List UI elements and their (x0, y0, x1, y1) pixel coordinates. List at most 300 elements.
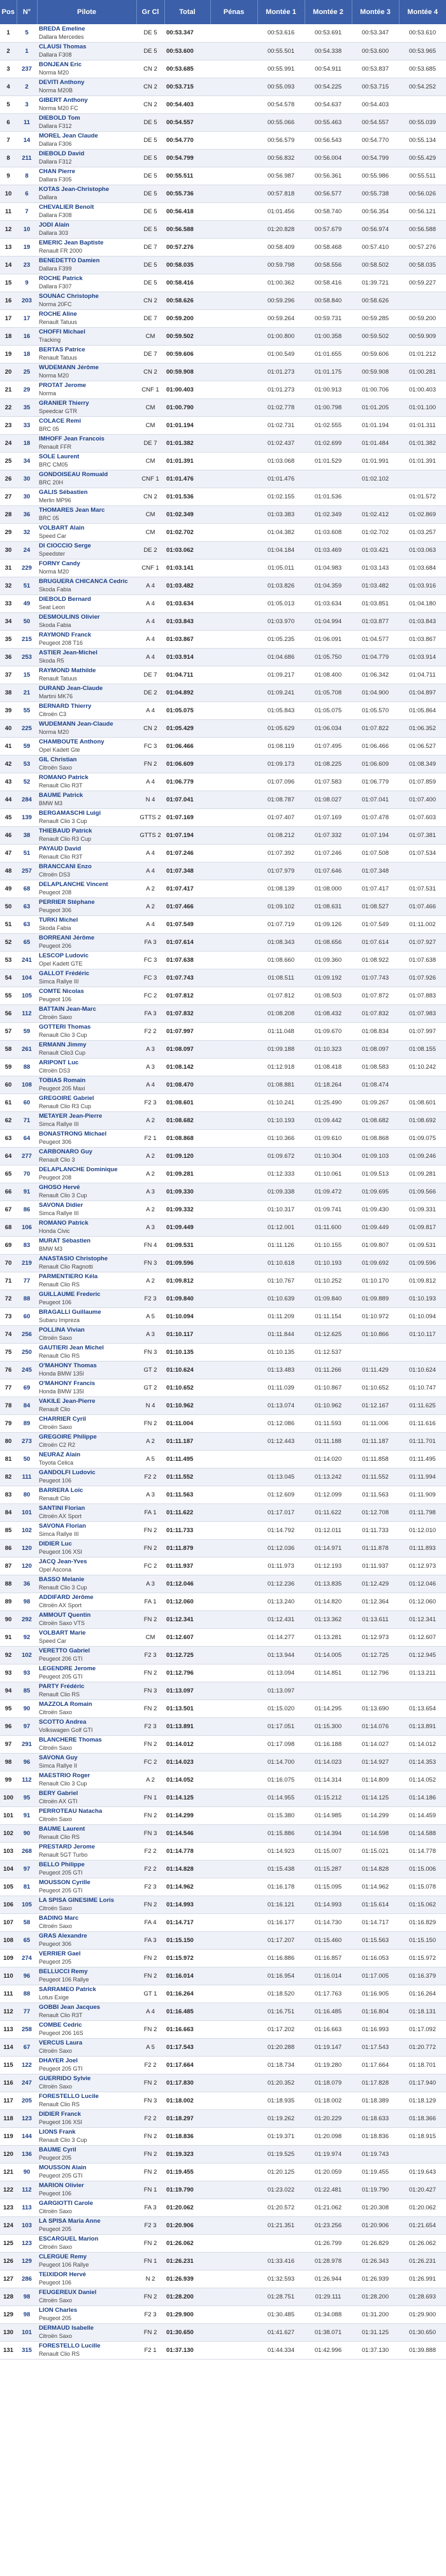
table-row[interactable] (0, 701, 446, 719)
run-1-cell: 01:18.520 (257, 1985, 305, 2002)
table-row[interactable] (0, 1824, 446, 1842)
table-row[interactable] (0, 648, 446, 666)
table-row[interactable] (0, 862, 446, 880)
table-row[interactable] (0, 113, 446, 131)
position-cell: 61 (0, 1094, 17, 1111)
table-row[interactable] (0, 2145, 446, 2163)
table-row[interactable] (0, 969, 446, 987)
table-row[interactable] (0, 2020, 446, 2038)
table-row[interactable] (0, 1022, 446, 1040)
pilot-name: AMMOUT Quentin (39, 1612, 91, 1619)
pilot-name: ROCHE Aline (39, 311, 77, 318)
pilot-car: Peugeot 106 (39, 2190, 72, 2197)
run-1-cell: 01:13.944 (257, 1646, 305, 1664)
penalty-cell (210, 1450, 257, 1468)
pilot-car: Peugeot 106 (39, 1299, 72, 1306)
table-row[interactable] (0, 915, 446, 933)
race-number-cell: 292 (17, 1610, 37, 1628)
pilot-car: Citroën Saxo (39, 1424, 73, 1430)
group-class-cell: CM (136, 1628, 164, 1646)
pilot-name: TEIXIDOR Hervé (39, 2271, 86, 2278)
table-row[interactable] (0, 1664, 446, 1682)
table-row[interactable] (0, 2056, 446, 2074)
group-class-cell: CN 2 (136, 78, 164, 95)
run-3-cell: 00:53.600 (352, 42, 399, 60)
pilot-cell (37, 880, 136, 897)
table-row[interactable] (0, 2092, 446, 2109)
pilot-cell (37, 1022, 136, 1040)
group-class-cell: A 2 (136, 1272, 164, 1290)
penalty-cell (210, 470, 257, 488)
header-run-2[interactable]: Montée 2 (305, 0, 352, 24)
position-cell: 124 (0, 2216, 17, 2234)
group-class-cell: FN 2 (136, 755, 164, 773)
table-row[interactable] (0, 60, 446, 78)
run-1-cell: 01:17.207 (257, 1931, 305, 1949)
table-row[interactable] (0, 1183, 446, 1200)
race-number-cell: 102 (17, 1521, 37, 1539)
pilot-name: ROCHE Patrick (39, 275, 83, 282)
table-row[interactable] (0, 381, 446, 398)
total-time-cell: 00:53.347 (164, 24, 210, 42)
race-number-cell: 112 (17, 1004, 37, 1022)
table-row[interactable] (0, 2127, 446, 2145)
penalty-cell (210, 701, 257, 719)
group-class-cell: A 4 (136, 630, 164, 648)
table-row[interactable] (0, 327, 446, 345)
table-row[interactable] (0, 1200, 446, 1218)
total-time-cell: 01:08.601 (164, 1094, 210, 1111)
pilot-cell (37, 523, 136, 541)
table-row[interactable] (0, 1878, 446, 1896)
table-row[interactable] (0, 452, 446, 470)
table-row[interactable] (0, 345, 446, 363)
run-1-cell: 01:28.751 (257, 2288, 305, 2305)
run-1-cell: 01:10.241 (257, 1094, 305, 1111)
pilot-name: DIEBOLD David (39, 150, 85, 157)
table-row[interactable] (0, 523, 446, 541)
table-row[interactable] (0, 1646, 446, 1664)
table-row[interactable] (0, 1414, 446, 1432)
table-row[interactable] (0, 1290, 446, 1307)
table-row[interactable] (0, 1593, 446, 1610)
table-row[interactable] (0, 773, 446, 791)
race-number-cell: 96 (17, 1753, 37, 1771)
group-class-cell: FN 2 (136, 1806, 164, 1824)
table-row[interactable] (0, 167, 446, 185)
table-row[interactable] (0, 1343, 446, 1361)
header-number[interactable]: N° (17, 0, 37, 24)
run-3-cell: 01:26.829 (352, 2234, 399, 2252)
penalty-cell (210, 1931, 257, 1949)
table-row[interactable] (0, 1806, 446, 1824)
table-row[interactable] (0, 505, 446, 523)
table-row[interactable] (0, 2305, 446, 2323)
table-row[interactable] (0, 488, 446, 505)
pilot-cell (37, 1949, 136, 1967)
run-2-cell: 01:13.362 (305, 1610, 352, 1628)
table-row[interactable] (0, 987, 446, 1004)
total-time-cell: 01:01.382 (164, 434, 210, 452)
pilot-name: LION Charles (39, 2307, 78, 2314)
table-row[interactable] (0, 630, 446, 648)
table-row[interactable] (0, 1949, 446, 1967)
penalty-cell (210, 452, 257, 470)
table-row[interactable] (0, 666, 446, 684)
run-1-cell: 01:05.011 (257, 559, 305, 577)
table-row[interactable] (0, 416, 446, 434)
table-row[interactable] (0, 1575, 446, 1593)
run-4-cell: 01:11.625 (399, 1397, 446, 1414)
run-1-cell: 01:17.051 (257, 1717, 305, 1735)
table-row[interactable] (0, 2288, 446, 2305)
run-2-cell: 00:56.543 (305, 131, 352, 149)
position-cell: 109 (0, 1949, 17, 1967)
table-row[interactable] (0, 1771, 446, 1789)
pilot-car: Renault Clio 3 (39, 1157, 75, 1163)
pilot-cell (37, 737, 136, 755)
table-row[interactable] (0, 2163, 446, 2181)
table-row[interactable] (0, 1610, 446, 1628)
group-class-cell: A 4 (136, 2002, 164, 2020)
total-time-cell: 01:10.624 (164, 1361, 210, 1379)
table-row[interactable] (0, 1236, 446, 1254)
table-row[interactable] (0, 2038, 446, 2056)
pilot-car: Renault Clio 3 Cup (39, 2137, 87, 2143)
table-row[interactable] (0, 1307, 446, 1325)
pilot-cell (37, 2002, 136, 2020)
table-row[interactable] (0, 1468, 446, 1486)
table-row[interactable] (0, 577, 446, 595)
run-2-cell: 01:02.349 (305, 505, 352, 523)
header-total[interactable]: Total (164, 0, 210, 24)
pilot-name: VERETTO Gabriel (39, 1647, 90, 1654)
table-row[interactable] (0, 808, 446, 826)
table-row[interactable] (0, 1557, 446, 1575)
table-row[interactable] (0, 880, 446, 897)
table-row[interactable] (0, 1361, 446, 1379)
run-2-cell: 01:13.281 (305, 1628, 352, 1646)
penalty-cell (210, 951, 257, 969)
table-row[interactable] (0, 292, 446, 309)
table-row[interactable] (0, 1860, 446, 1878)
race-number-cell: 50 (17, 612, 37, 630)
table-row[interactable] (0, 1789, 446, 1806)
table-row[interactable] (0, 2270, 446, 2288)
pilot-car: Peugeot 205 Maxi (39, 1085, 85, 1092)
race-number-cell: 14 (17, 131, 37, 149)
group-class-cell: FA 3 (136, 933, 164, 951)
table-row[interactable] (0, 1735, 446, 1753)
group-class-cell: A 2 (136, 880, 164, 897)
table-row[interactable] (0, 2109, 446, 2127)
table-row[interactable] (0, 755, 446, 773)
run-4-cell: 01:03.843 (399, 612, 446, 630)
table-row[interactable] (0, 2323, 446, 2341)
table-row[interactable] (0, 2252, 446, 2270)
pilot-cell (37, 2109, 136, 2127)
run-3-cell: 01:08.097 (352, 1040, 399, 1058)
table-row[interactable] (0, 1628, 446, 1646)
run-1-cell: 01:16.121 (257, 1896, 305, 1913)
run-3-cell: 01:14.299 (352, 1806, 399, 1824)
run-3-cell: 01:07.041 (352, 791, 399, 808)
pilot-name: BARRERA Loïc (39, 1487, 83, 1494)
table-row[interactable] (0, 1129, 446, 1147)
table-row[interactable] (0, 238, 446, 256)
table-row[interactable] (0, 1076, 446, 1094)
header-run-1[interactable]: Montée 1 (257, 0, 305, 24)
group-class-cell: N 4 (136, 791, 164, 808)
table-row[interactable] (0, 1539, 446, 1557)
total-time-cell: 00:58.416 (164, 274, 210, 292)
table-row[interactable] (0, 1379, 446, 1397)
race-number-cell: 268 (17, 1842, 37, 1860)
table-row[interactable] (0, 470, 446, 488)
pilot-car: Norma 20FC (39, 301, 72, 307)
position-cell: 31 (0, 559, 17, 577)
table-row[interactable] (0, 1913, 446, 1931)
table-row[interactable] (0, 1397, 446, 1414)
table-row[interactable] (0, 220, 446, 238)
table-row[interactable] (0, 131, 446, 149)
race-number-cell: 261 (17, 1040, 37, 1058)
penalty-cell (210, 1111, 257, 1129)
run-3-cell: 01:02.702 (352, 523, 399, 541)
table-row[interactable] (0, 398, 446, 416)
table-row[interactable] (0, 933, 446, 951)
run-3-cell: 01:14.828 (352, 1860, 399, 1878)
table-row[interactable] (0, 1111, 446, 1129)
table-row[interactable] (0, 2181, 446, 2199)
position-cell: 17 (0, 309, 17, 327)
run-1-cell: 01:19.371 (257, 2127, 305, 2145)
run-2-cell: 01:09.741 (305, 1200, 352, 1218)
table-row[interactable] (0, 1450, 446, 1468)
table-row[interactable] (0, 844, 446, 862)
table-row[interactable] (0, 202, 446, 220)
table-row[interactable] (0, 2234, 446, 2252)
group-class-cell: CN 2 (136, 488, 164, 505)
pilot-car: Lotus Exige (39, 1994, 69, 2001)
total-time-cell: 00:57.276 (164, 238, 210, 256)
total-time-cell: 01:09.449 (164, 1218, 210, 1236)
table-row[interactable] (0, 595, 446, 612)
table-row[interactable] (0, 1004, 446, 1022)
total-time-cell: 00:59.502 (164, 327, 210, 345)
run-3-cell: 01:08.474 (352, 1076, 399, 1094)
table-row[interactable] (0, 363, 446, 381)
total-time-cell: 01:18.002 (164, 2092, 210, 2109)
table-row[interactable] (0, 1521, 446, 1539)
header-pilot[interactable]: Pilote (37, 0, 136, 24)
run-2-cell (305, 1682, 352, 1700)
race-number-cell: 274 (17, 1949, 37, 1967)
table-row[interactable] (0, 1967, 446, 1985)
table-row[interactable] (0, 1486, 446, 1503)
run-1-cell: 01:12.443 (257, 1432, 305, 1450)
table-row[interactable] (0, 1272, 446, 1290)
run-1-cell: 01:11.973 (257, 1557, 305, 1575)
table-row[interactable] (0, 274, 446, 292)
run-3-cell: 01:11.006 (352, 1414, 399, 1432)
penalty-cell (210, 595, 257, 612)
table-row[interactable] (0, 95, 446, 113)
penalty-cell (210, 1254, 257, 1272)
total-time-cell: 01:08.868 (164, 1129, 210, 1147)
pilot-car: Citroën C3 (39, 711, 67, 717)
table-row[interactable] (0, 434, 446, 452)
table-row[interactable] (0, 684, 446, 701)
run-4-cell: 01:18.915 (399, 2127, 446, 2145)
table-row[interactable] (0, 185, 446, 202)
run-2-cell: 01:08.656 (305, 933, 352, 951)
table-row[interactable] (0, 1432, 446, 1450)
table-row[interactable] (0, 1896, 446, 1913)
table-row[interactable] (0, 1218, 446, 1236)
table-row[interactable] (0, 2341, 446, 2359)
table-row[interactable] (0, 309, 446, 327)
pilot-car: Peugeot 208 (39, 889, 72, 896)
table-row[interactable] (0, 541, 446, 559)
run-1-cell: 01:20.288 (257, 2038, 305, 2056)
table-row[interactable] (0, 1842, 446, 1860)
run-3-cell: 01:07.478 (352, 808, 399, 826)
header-pos[interactable]: Pos (0, 0, 17, 24)
pilot-name: PRESTARD Jerome (39, 1843, 95, 1850)
penalty-cell (210, 1397, 257, 1414)
penalty-cell (210, 2341, 257, 2359)
table-row[interactable] (0, 1753, 446, 1771)
run-1-cell: 01:04.686 (257, 648, 305, 666)
total-time-cell: 01:10.962 (164, 1397, 210, 1414)
table-row[interactable] (0, 1254, 446, 1272)
penalty-cell (210, 1290, 257, 1307)
run-4-cell: 01:15.062 (399, 1896, 446, 1913)
header-penalties[interactable]: Pénas (210, 0, 257, 24)
total-time-cell: 01:16.264 (164, 1985, 210, 2002)
run-1-cell: 01:30.485 (257, 2305, 305, 2323)
table-row[interactable] (0, 78, 446, 95)
total-time-cell: 01:07.638 (164, 951, 210, 969)
table-row[interactable] (0, 149, 446, 167)
race-number-cell: 69 (17, 1379, 37, 1397)
run-3-cell: 01:08.868 (352, 1129, 399, 1147)
table-row[interactable] (0, 897, 446, 915)
table-row[interactable] (0, 1700, 446, 1717)
pilot-car: Dallara F308 (39, 52, 72, 58)
group-class-cell: FA 1 (136, 1503, 164, 1521)
header-run-3[interactable]: Montée 3 (352, 0, 399, 24)
table-row[interactable] (0, 612, 446, 630)
table-row[interactable] (0, 719, 446, 737)
group-class-cell: FA 1 (136, 1593, 164, 1610)
table-row[interactable] (0, 1717, 446, 1735)
table-row[interactable] (0, 1503, 446, 1521)
run-4-cell: 01:03.063 (399, 541, 446, 559)
run-4-cell: 01:12.046 (399, 1575, 446, 1593)
table-row[interactable] (0, 1147, 446, 1165)
table-row[interactable] (0, 1325, 446, 1343)
pilot-car: Norma M20 (39, 372, 69, 379)
table-row[interactable] (0, 951, 446, 969)
run-3-cell: 01:02.412 (352, 505, 399, 523)
table-row[interactable] (0, 2074, 446, 2092)
pilot-name: THOMARES Jean Marc (39, 507, 105, 514)
table-row[interactable] (0, 1094, 446, 1111)
pilot-name: CARBONARO Guy (39, 1148, 92, 1155)
race-number-cell: 71 (17, 1111, 37, 1129)
penalty-cell (210, 1646, 257, 1664)
run-2-cell: 01:08.418 (305, 1058, 352, 1076)
pilot-cell (37, 648, 136, 666)
group-class-cell: A 2 (136, 1111, 164, 1129)
run-2-cell: 01:04.359 (305, 577, 352, 595)
total-time-cell: 01:16.663 (164, 2020, 210, 2038)
pilot-car: Peugeot 205 GTI (39, 1887, 83, 1894)
position-cell: 111 (0, 1985, 17, 2002)
table-row[interactable] (0, 737, 446, 755)
table-row[interactable] (0, 42, 446, 60)
table-row[interactable] (0, 826, 446, 844)
pilot-name: SAVONA Florian (39, 1523, 86, 1530)
pilot-car: BRC 05 (39, 426, 59, 432)
run-4-cell: 01:15.006 (399, 1860, 446, 1878)
table-row[interactable] (0, 1931, 446, 1949)
race-number-cell: 97 (17, 1717, 37, 1735)
table-row[interactable] (0, 1040, 446, 1058)
table-row[interactable] (0, 1682, 446, 1700)
total-time-cell: 01:07.348 (164, 862, 210, 880)
table-row[interactable] (0, 791, 446, 808)
penalty-cell (210, 1432, 257, 1450)
table-row[interactable] (0, 1165, 446, 1183)
table-row[interactable] (0, 1985, 446, 2002)
run-1-cell: 01:14.792 (257, 1521, 305, 1539)
pilot-cell (37, 2145, 136, 2163)
penalty-cell (210, 167, 257, 185)
pilot-car: Peugeot 106 (39, 1477, 72, 1484)
table-row[interactable] (0, 1058, 446, 1076)
pilot-cell (37, 452, 136, 470)
race-number-cell: 225 (17, 719, 37, 737)
run-2-cell: 00:56.577 (305, 185, 352, 202)
position-cell: 95 (0, 1700, 17, 1717)
run-1-cell: 00:55.991 (257, 60, 305, 78)
run-3-cell: 01:11.937 (352, 1557, 399, 1575)
run-2-cell: 01:26.799 (305, 2234, 352, 2252)
table-row[interactable] (0, 559, 446, 577)
run-4-cell: 01:09.817 (399, 1218, 446, 1236)
pilot-cell (37, 488, 136, 505)
run-1-cell: 01:12.036 (257, 1539, 305, 1557)
pilot-cell (37, 1967, 136, 1985)
race-number-cell: 315 (17, 2341, 37, 2359)
total-time-cell: 01:12.796 (164, 1664, 210, 1682)
table-row[interactable] (0, 24, 446, 42)
run-1-cell: 01:00.800 (257, 327, 305, 345)
header-run-4[interactable]: Montée 4 (399, 0, 446, 24)
table-row[interactable] (0, 2002, 446, 2020)
table-row[interactable] (0, 2199, 446, 2216)
table-row[interactable] (0, 256, 446, 274)
header-group-class[interactable]: Gr Cl (136, 0, 164, 24)
group-class-cell: A 4 (136, 862, 164, 880)
run-2-cell: 01:10.061 (305, 1165, 352, 1183)
table-row[interactable] (0, 2216, 446, 2234)
run-3-cell: 01:07.822 (352, 719, 399, 737)
group-class-cell: CN 2 (136, 363, 164, 381)
